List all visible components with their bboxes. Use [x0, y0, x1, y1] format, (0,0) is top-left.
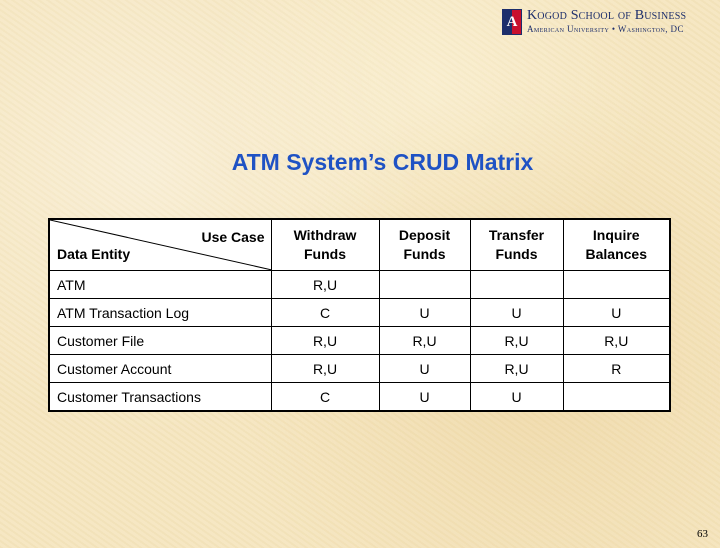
logo-mark-letter: A: [506, 14, 518, 30]
table-cell: R,U: [271, 355, 379, 383]
table-cell: C: [271, 383, 379, 412]
table-cell: R,U: [470, 355, 563, 383]
kogod-logo: [502, 9, 686, 35]
row-entity-label: Customer Account: [49, 355, 271, 383]
table-cell: U: [379, 299, 470, 327]
column-header-deposit-funds: Deposit Funds: [379, 219, 470, 271]
page-number: 63: [697, 528, 708, 540]
column-header-withdraw-funds: Withdraw Funds: [271, 219, 379, 271]
table-cell: U: [470, 383, 563, 412]
table-row: [49, 299, 670, 327]
table-cell: R,U: [379, 327, 470, 355]
row-entity-label: Customer File: [49, 327, 271, 355]
table-cell: R,U: [563, 327, 670, 355]
table-cell: U: [470, 299, 563, 327]
data-entity-label: Data Entity: [57, 246, 131, 262]
table-cell: R,U: [470, 327, 563, 355]
table-cell: R: [563, 355, 670, 383]
table-cell: R,U: [271, 271, 379, 299]
american-university-logo-icon: [502, 9, 522, 35]
table-cell: [563, 383, 670, 412]
use-case-label: Use Case: [201, 229, 265, 245]
table-cell: U: [379, 355, 470, 383]
column-header-inquire-balances: Inquire Balances: [563, 219, 670, 271]
crud-matrix-table: [48, 218, 671, 412]
row-entity-label: ATM: [49, 271, 271, 299]
table-header-row: [49, 219, 670, 271]
table-row: [49, 355, 670, 383]
table-cell: U: [563, 299, 670, 327]
logo-university-location: American University • Washington, DC: [527, 24, 684, 34]
table-row: [49, 271, 670, 299]
slide-title: ATM System’s CRUD Matrix: [231, 149, 534, 175]
table-row: [49, 383, 670, 412]
table-cell: U: [379, 383, 470, 412]
table-row: [49, 327, 670, 355]
table-cell: C: [271, 299, 379, 327]
logo-school-name: Kogod School of Business: [527, 8, 687, 23]
table-cell: [470, 271, 563, 299]
table-cell: [563, 271, 670, 299]
corner-header-cell: [49, 219, 271, 271]
table-cell: [379, 271, 470, 299]
row-entity-label: Customer Transactions: [49, 383, 271, 412]
column-header-transfer-funds: Transfer Funds: [470, 219, 563, 271]
row-entity-label: ATM Transaction Log: [49, 299, 271, 327]
table-cell: R,U: [271, 327, 379, 355]
logo-text: [527, 9, 686, 35]
